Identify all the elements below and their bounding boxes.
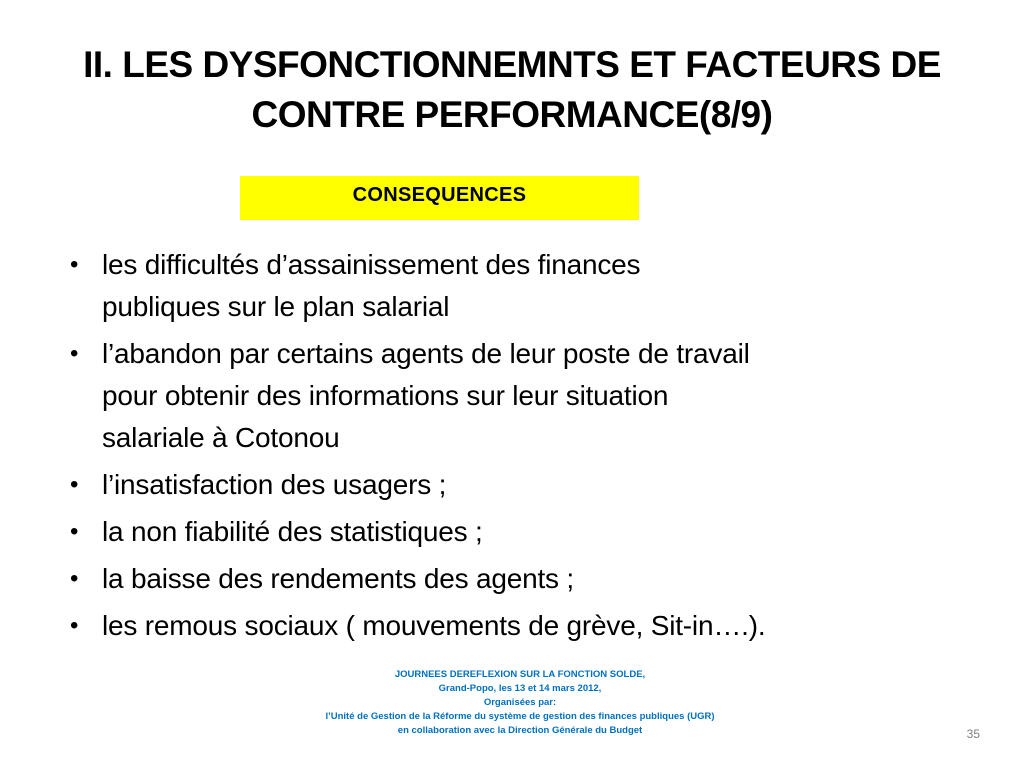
bullet-text: les remous sociaux ( mouvements de grève, Sit-in….). xyxy=(102,610,766,641)
bullet-item xyxy=(70,605,970,647)
bullet-icon: • xyxy=(70,612,79,639)
bullet-text: pour obtenir des informations sur leur situation xyxy=(102,380,669,411)
bullet-text: publiques sur le plan salarial xyxy=(102,291,450,322)
section-label: CONSEQUENCES xyxy=(352,183,527,206)
bullet-icon: • xyxy=(70,471,79,498)
bullet-icon: • xyxy=(70,251,79,278)
slide-title-line-2: CONTRE PERFORMANCE(8/9) xyxy=(251,94,773,135)
bullet-list xyxy=(70,244,970,652)
page-number: 35 xyxy=(966,727,980,741)
slide-title xyxy=(40,40,984,140)
bullet-item xyxy=(70,244,970,328)
bullet-text: salariale à Cotonou xyxy=(102,422,340,453)
bullet-item xyxy=(70,464,970,506)
footer-line: Organisées par: xyxy=(483,697,557,708)
footer-line: en collaboration avec la Direction Générale du Budget xyxy=(397,725,643,736)
bullet-item xyxy=(70,558,970,600)
bullet-text: l’abandon par certains agents de leur poste de travail xyxy=(102,338,750,369)
footer-credits xyxy=(200,668,840,738)
bullet-item xyxy=(70,333,970,459)
footer-line: Grand-Popo, les 13 et 14 mars 2012, xyxy=(438,683,602,694)
footer-line: l’Unité de Gestion de la Réforme du système de gestion des finances publiques (UGR) xyxy=(325,711,715,722)
slide-title-line-1: II. LES DYSFONCTIONNEMNTS ET FACTEURS DE xyxy=(83,44,941,85)
bullet-icon: • xyxy=(70,340,79,367)
section-label-box xyxy=(240,176,639,220)
bullet-text: l’insatisfaction des usagers ; xyxy=(102,469,447,500)
bullet-icon: • xyxy=(70,518,79,545)
bullet-text: les difficultés d’assainissement des finances xyxy=(102,249,641,280)
bullet-icon: • xyxy=(70,565,79,592)
footer-line: JOURNEES DEREFLEXION SUR LA FONCTION SOLDE, xyxy=(394,669,646,680)
bullet-text: la non fiabilité des statistiques ; xyxy=(102,516,483,547)
bullet-text: la baisse des rendements des agents ; xyxy=(102,563,575,594)
bullet-item xyxy=(70,511,970,553)
